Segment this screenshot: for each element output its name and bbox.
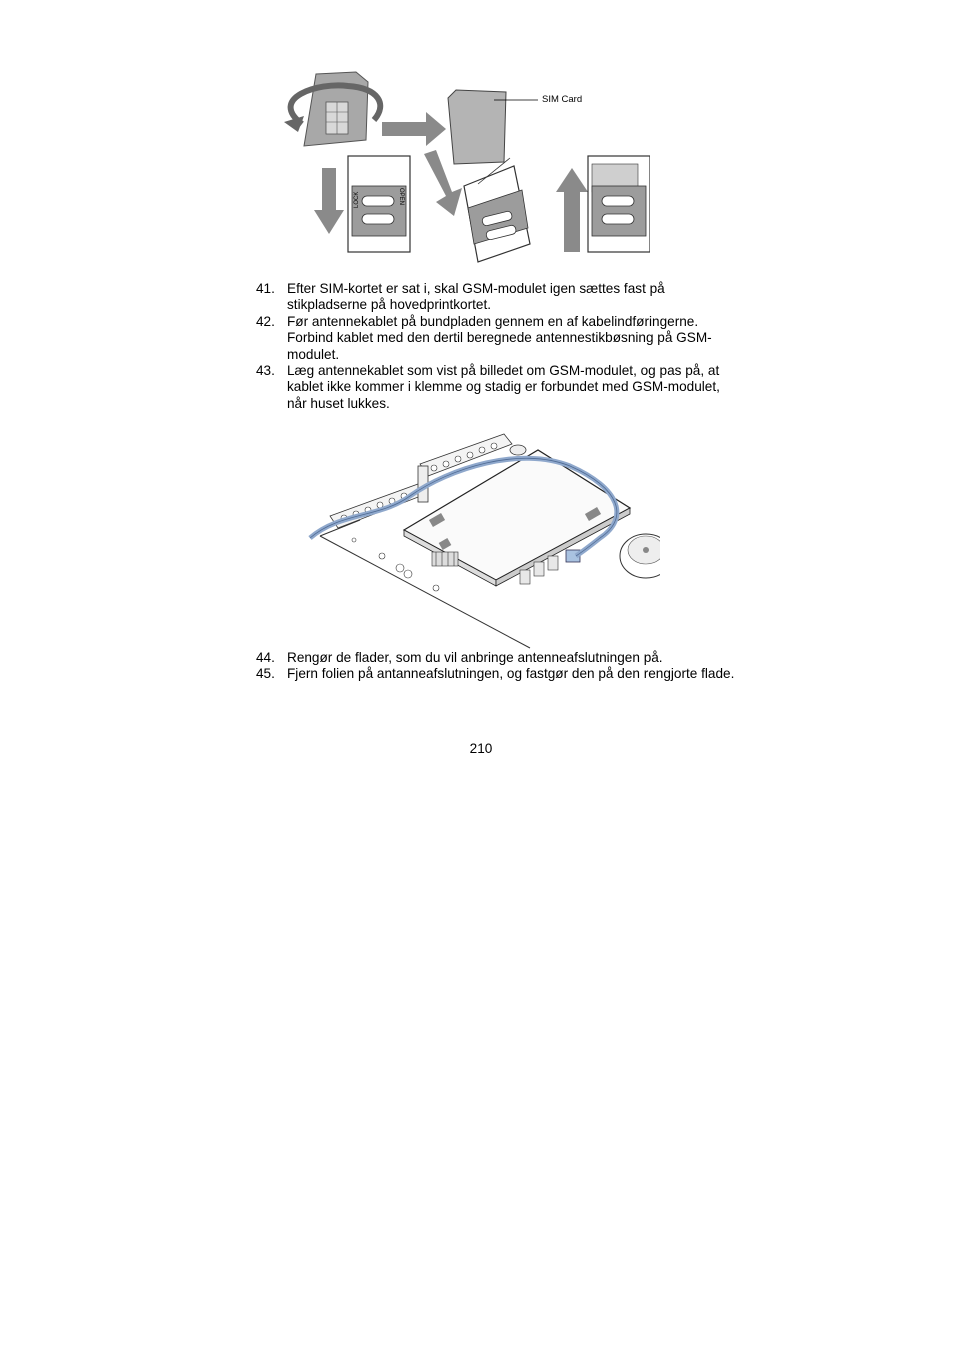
- step-text: Fjern folien på antanneafslutningen, og fastgør den på den rengjorte flade.: [287, 666, 735, 682]
- gsm-module-figure: [300, 428, 660, 652]
- sim-card: [448, 90, 506, 164]
- step-number: 41.: [256, 281, 275, 296]
- arrow-down-icon: [314, 168, 344, 234]
- sim-holder-closed: [588, 156, 650, 252]
- step-45: [256, 666, 736, 682]
- step-text: Før antennekablet på bundpladen gennem en af kabelindføringerne. Forbind kablet med den dertil beregnede antennestikbøsning på GSM-modulet.: [287, 313, 712, 362]
- holder-open-label: OPEN: [398, 188, 404, 206]
- step-41: [256, 281, 736, 314]
- steps-list-a: [256, 281, 736, 412]
- step-number: 43.: [256, 363, 275, 379]
- arrow-right-icon: [382, 112, 446, 146]
- sim-holder-tilted: [464, 158, 530, 262]
- sim-holder-open: [348, 156, 410, 252]
- sim-card-callout-label: SIM Card: [542, 94, 583, 105]
- step-number: 45.: [256, 666, 275, 682]
- holder-lock-label: LOCK: [354, 191, 360, 208]
- steps-list-b: [256, 650, 736, 683]
- step-43: [256, 363, 736, 412]
- step-text: Rengør de flader, som du vil anbringe antenneafslutningen på.: [287, 650, 663, 665]
- step-number: 42.: [256, 313, 275, 329]
- buzzer: [620, 534, 660, 578]
- arrow-up-icon: [556, 168, 588, 252]
- step-44: [256, 650, 736, 666]
- standoff: [510, 445, 526, 455]
- pin-header: [432, 552, 458, 566]
- step-42: [256, 314, 736, 363]
- step-text: Efter SIM-kortet er sat i, skal GSM-modulet igen sættes fast på stikpladserne på hovedprintkortet.: [287, 281, 665, 313]
- sim-insertion-figure: [278, 68, 650, 268]
- step-number: 44.: [256, 650, 275, 665]
- page-number: 210: [469, 741, 493, 756]
- step-text: Læg antennekablet som vist på billedet om GSM-modulet, og pas på, at kablet ikke kommer i klemme og stadig er forbundet med GSM-modulet, når huset lukkes.: [287, 363, 720, 411]
